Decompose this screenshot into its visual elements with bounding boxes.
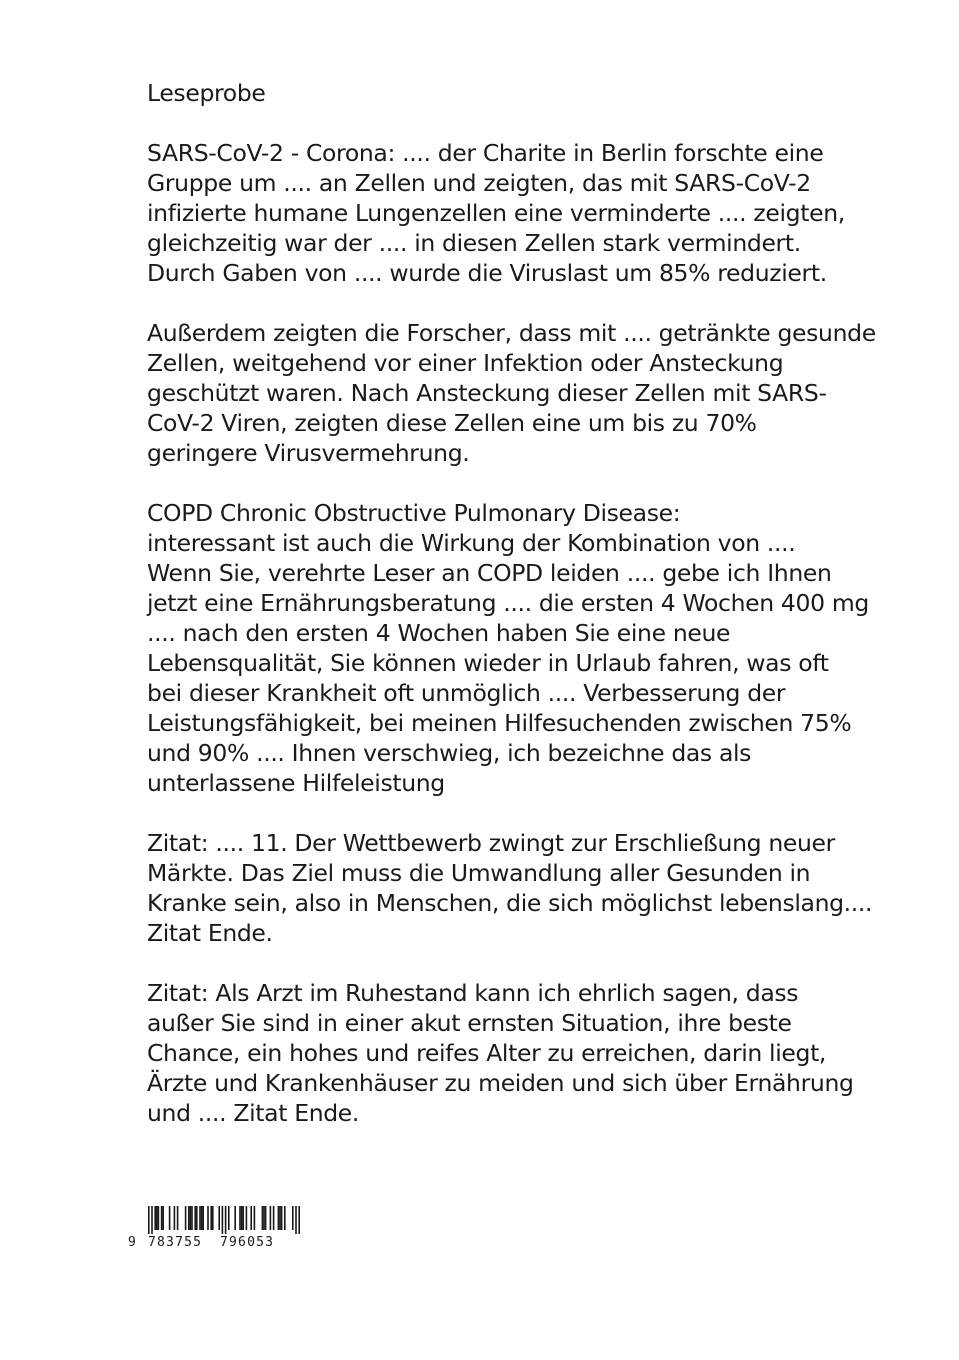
text-line: COPD Chronic Obstructive Pulmonary Disease:	[147, 499, 681, 527]
paragraph-forscher	[147, 318, 876, 468]
barcode-bar	[222, 1206, 224, 1234]
text-line: geringere Virusvermehrung.	[147, 439, 470, 467]
barcode-bar	[169, 1206, 171, 1230]
text-line: Kranke sein, also in Menschen, die sich möglichst lebenslang....	[147, 889, 873, 917]
barcode-bar	[284, 1206, 286, 1230]
barcode-bar	[194, 1206, 196, 1230]
barcode-bar	[270, 1206, 272, 1230]
barcode-bar	[263, 1206, 265, 1230]
text-line: Ärzte und Krankenhäuser zu meiden und sich über Ernährung	[147, 1069, 854, 1097]
text-line: gleichzeitig war der .... in diesen Zellen stark vermindert.	[147, 229, 801, 257]
text-line: Gruppe um .... an Zellen und zeigten, das mit SARS-CoV-2	[147, 169, 811, 197]
barcode-bars	[148, 1206, 306, 1234]
text-line: und 90% .... Ihnen verschwieg, ich bezeichne das als	[147, 739, 752, 767]
barcode-bar	[234, 1206, 236, 1230]
barcode-bar	[241, 1206, 243, 1230]
barcode-bar	[254, 1206, 256, 1230]
barcode-bar	[162, 1206, 164, 1230]
barcode-first-digit: 9	[128, 1235, 138, 1250]
text-line: und .... Zitat Ende.	[147, 1099, 360, 1127]
barcode-bar	[262, 1206, 264, 1230]
page-content	[147, 78, 876, 1158]
text-line: Durch Gaben von .... wurde die Viruslast um 85% reduziert.	[147, 259, 827, 287]
barcode-bar	[210, 1206, 212, 1230]
barcode-right-digits: 796053	[220, 1235, 275, 1250]
barcode-bar	[207, 1206, 209, 1230]
barcode-bar	[174, 1206, 176, 1230]
barcode-bar	[250, 1206, 252, 1230]
text-line: Zellen, weitgehend vor einer Infektion oder Ansteckung	[147, 349, 784, 377]
barcode-bar	[295, 1206, 297, 1234]
text-line: Wenn Sie, verehrte Leser an COPD leiden .... gebe ich Ihnen	[147, 559, 832, 587]
barcode-bar	[228, 1206, 230, 1230]
text-line: bei dieser Krankheit oft unmöglich .... Verbesserung der	[147, 679, 786, 707]
barcode-bar	[292, 1206, 294, 1230]
barcode-bar	[199, 1206, 201, 1230]
paragraph-sars-cov-2	[147, 138, 847, 288]
paragraph-zitat-arzt	[147, 978, 854, 1128]
barcode-bar	[190, 1206, 192, 1230]
barcode-bar	[265, 1206, 267, 1230]
paragraph-copd	[147, 498, 869, 798]
barcode-bar	[298, 1206, 300, 1234]
page-heading: Leseprobe	[147, 79, 266, 107]
barcode-bar	[188, 1206, 190, 1230]
barcode-bar	[279, 1206, 281, 1230]
text-line: unterlassene Hilfeleistung	[147, 769, 445, 797]
barcode-bar	[273, 1206, 275, 1230]
text-line: SARS-CoV-2 - Corona: .... der Charite in Berlin forschte eine	[147, 139, 824, 167]
text-line: Märkte. Das Ziel muss die Umwandlung aller Gesunden in	[147, 859, 811, 887]
text-line: Zitat: .... 11. Der Wettbewerb zwingt zur Erschließung neuer	[147, 829, 835, 857]
text-line: infizierte humane Lungenzellen eine verminderte .... zeigten,	[147, 199, 845, 227]
barcode-bar	[218, 1206, 220, 1230]
text-line: Zitat Ende.	[147, 919, 273, 947]
barcode-bar	[246, 1206, 248, 1230]
barcode-bar	[281, 1206, 283, 1230]
barcode-bar	[185, 1206, 187, 1230]
barcode-bar	[148, 1206, 150, 1234]
text-line: Lebensqualität, Sie können wieder in Urlaub fahren, was oft	[147, 649, 829, 677]
text-line: CoV-2 Viren, zeigten diese Zellen eine um bis zu 70%	[147, 409, 757, 437]
text-line: Außerdem zeigten die Forscher, dass mit .... getränkte gesunde	[147, 319, 876, 347]
text-line: außer Sie sind in einer akut ernsten Situation, ihre beste	[147, 1009, 792, 1037]
text-line: interessant ist auch die Wirkung der Kombination von ....	[147, 529, 796, 557]
text-line: Zitat: Als Arzt im Ruhestand kann ich ehrlich sagen, dass	[147, 979, 799, 1007]
barcode-bar	[191, 1206, 193, 1230]
barcode-bar	[158, 1206, 160, 1230]
barcode-bar	[212, 1206, 214, 1230]
text-line: Chance, ein hohes und reifes Alter zu erreichen, darin liegt,	[147, 1039, 827, 1067]
barcode-bar	[196, 1206, 198, 1230]
barcode-bar	[242, 1206, 244, 1230]
text-line: geschützt waren. Nach Ansteckung dieser Zellen mit SARS-	[147, 379, 827, 407]
barcode-bar	[161, 1206, 163, 1230]
barcode-bar	[225, 1206, 227, 1234]
barcode-bar	[177, 1206, 179, 1230]
text-line: jetzt eine Ernährungsberatung .... die ersten 4 Wochen 400 mg	[147, 589, 869, 617]
text-line: Leistungsfähigkeit, bei meinen Hilfesuchenden zwischen 75%	[147, 709, 852, 737]
barcode-bar	[201, 1206, 203, 1230]
barcode-bar	[278, 1206, 280, 1230]
barcode-bar	[239, 1206, 241, 1230]
isbn-barcode	[128, 1206, 308, 1256]
barcode-left-digits: 783755	[148, 1235, 203, 1250]
paragraph-zitat-wettbewerb	[147, 828, 873, 948]
barcode-bar	[202, 1206, 204, 1230]
barcode-bar	[154, 1206, 156, 1230]
text-line: .... nach den ersten 4 Wochen haben Sie eine neue	[147, 619, 731, 647]
barcode-bar	[156, 1206, 158, 1230]
barcode-bar	[151, 1206, 153, 1234]
